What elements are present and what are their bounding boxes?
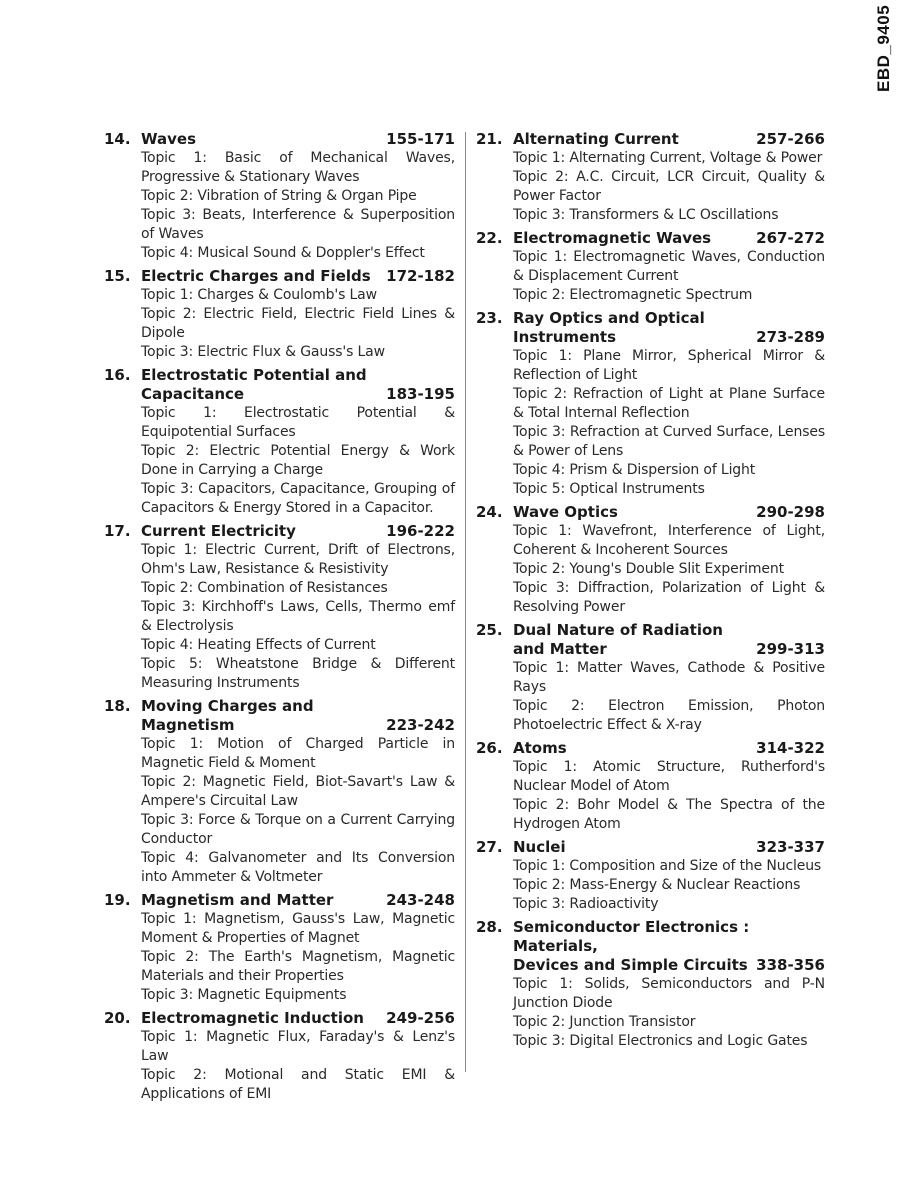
- topic-item: Topic 3: Digital Electronics and Logic Gates: [513, 1033, 808, 1049]
- topic-item: Topic 1: Solids, Semiconductors and P-N Junction Diode: [513, 976, 825, 1011]
- chapter-heading: [513, 739, 825, 758]
- chapter-heading: [513, 838, 825, 857]
- chapter-heading: [513, 309, 825, 347]
- topic-item: Topic 2: Bohr Model & The Spectra of the Hydrogen Atom: [513, 797, 825, 832]
- chapter-pages: 257-266: [756, 130, 825, 148]
- chapter-entry: [104, 1009, 455, 1104]
- topic-item: Topic 1: Alternating Current, Voltage & Power: [513, 150, 823, 166]
- chapter-number: 20.: [104, 1009, 131, 1027]
- topic-item: Topic 1: Wavefront, Interference of Light, Coherent & Incoherent Sources: [513, 523, 825, 558]
- chapter-pages: 314-322: [756, 739, 825, 757]
- chapter-title: Ray Optics and Optical Instruments: [513, 309, 705, 346]
- topic-item: Topic 4: Galvanometer and Its Conversion into Ammeter & Voltmeter: [141, 850, 455, 885]
- chapter-pages: 243-248: [386, 891, 455, 909]
- topic-item: Topic 1: Atomic Structure, Rutherford's Nuclear Model of Atom: [513, 759, 825, 794]
- topic-item: Topic 1: Electromagnetic Waves, Conduction & Displacement Current: [513, 249, 825, 284]
- chapter-title: Electromagnetic Waves: [513, 229, 712, 247]
- topic-item: Topic 3: Force & Torque on a Current Carrying Conductor: [141, 812, 455, 847]
- chapter-entry: [104, 522, 455, 693]
- chapter-entry: [104, 891, 455, 1005]
- chapter-entry: [104, 130, 455, 263]
- topic-item: Topic 5: Wheatstone Bridge & Different Measuring Instruments: [141, 656, 455, 691]
- chapter-number: 16.: [104, 366, 131, 384]
- chapter-heading: [141, 130, 455, 149]
- chapter-number: 14.: [104, 130, 131, 148]
- chapter-number: 19.: [104, 891, 131, 909]
- chapter-heading: [513, 918, 825, 975]
- topic-item: Topic 1: Composition and Size of the Nucleus: [513, 858, 822, 874]
- chapter-title: Dual Nature of Radiation and Matter: [513, 621, 723, 658]
- toc-right-column: [476, 130, 825, 1055]
- chapter-pages: 172-182: [386, 267, 455, 285]
- topic-item: Topic 2: Vibration of String & Organ Pipe: [141, 188, 417, 204]
- chapter-heading: [141, 1009, 455, 1028]
- chapter-pages: 299-313: [756, 640, 825, 658]
- chapter-title: Electromagnetic Induction: [141, 1009, 364, 1027]
- topic-item: Topic 4: Heating Effects of Current: [141, 637, 376, 653]
- topic-item: Topic 3: Kirchhoff's Laws, Cells, Thermo emf & Electrolysis: [141, 599, 455, 634]
- chapter-entry: [476, 229, 825, 305]
- chapter-entry: [476, 309, 825, 499]
- topic-item: Topic 1: Electric Current, Drift of Electrons, Ohm's Law, Resistance & Resistivity: [141, 542, 455, 577]
- chapter-number: 15.: [104, 267, 131, 285]
- chapter-entry: [476, 130, 825, 225]
- topic-item: Topic 1: Electrostatic Potential & Equipotential Surfaces: [141, 405, 455, 440]
- topic-item: Topic 3: Diffraction, Polarization of Light & Resolving Power: [513, 580, 825, 615]
- chapter-title: Nuclei: [513, 838, 566, 856]
- chapter-entry: [476, 621, 825, 735]
- topic-item: Topic 2: Junction Transistor: [513, 1014, 696, 1030]
- chapter-pages: 196-222: [386, 522, 455, 540]
- topic-item: Topic 1: Charges & Coulomb's Law: [141, 287, 377, 303]
- topic-item: Topic 3: Refraction at Curved Surface, Lenses & Power of Lens: [513, 424, 825, 459]
- chapter-title: Moving Charges and Magnetism: [141, 697, 314, 734]
- chapter-pages: 323-337: [756, 838, 825, 856]
- chapter-number: 21.: [476, 130, 503, 148]
- topic-item: Topic 1: Magnetic Flux, Faraday's & Lenz's Law: [141, 1029, 455, 1064]
- topic-item: Topic 5: Optical Instruments: [513, 481, 705, 497]
- chapter-entry: [476, 838, 825, 914]
- chapter-heading: [141, 366, 455, 404]
- column-divider: [465, 132, 466, 1072]
- topic-item: Topic 2: Refraction of Light at Plane Surface & Total Internal Reflection: [513, 386, 825, 421]
- chapter-heading: [513, 130, 825, 149]
- chapter-entry: [476, 918, 825, 1051]
- chapter-heading: [513, 503, 825, 522]
- topic-item: Topic 3: Beats, Interference & Superposition of Waves: [141, 207, 455, 242]
- topic-item: Topic 1: Plane Mirror, Spherical Mirror & Reflection of Light: [513, 348, 825, 383]
- topic-item: Topic 3: Radioactivity: [513, 896, 659, 912]
- chapter-heading: [141, 891, 455, 910]
- chapter-number: 23.: [476, 309, 503, 327]
- chapter-pages: 155-171: [386, 130, 455, 148]
- topic-item: Topic 2: Mass-Energy & Nuclear Reactions: [513, 877, 801, 893]
- topic-item: Topic 2: A.C. Circuit, LCR Circuit, Quality & Power Factor: [513, 169, 825, 204]
- chapter-number: 22.: [476, 229, 503, 247]
- chapter-pages: 249-256: [386, 1009, 455, 1027]
- chapter-heading: [513, 621, 825, 659]
- chapter-number: 18.: [104, 697, 131, 715]
- topic-item: Topic 2: Motional and Static EMI & Applications of EMI: [141, 1067, 455, 1102]
- chapter-number: 27.: [476, 838, 503, 856]
- topic-item: Topic 1: Motion of Charged Particle in Magnetic Field & Moment: [141, 736, 455, 771]
- topic-item: Topic 3: Capacitors, Capacitance, Grouping of Capacitors & Energy Stored in a Capacitor.: [141, 481, 455, 516]
- chapter-number: 17.: [104, 522, 131, 540]
- chapter-entry: [476, 503, 825, 617]
- chapter-pages: 273-289: [756, 328, 825, 346]
- topic-item: Topic 2: Electric Potential Energy & Work Done in Carrying a Charge: [141, 443, 455, 478]
- chapter-entry: [104, 267, 455, 362]
- chapter-heading: [141, 267, 455, 286]
- page-code: EBD_9405: [874, 4, 893, 92]
- topic-item: Topic 1: Matter Waves, Cathode & Positive Rays: [513, 660, 825, 695]
- chapter-pages: 183-195: [386, 385, 455, 403]
- chapter-entry: [476, 739, 825, 834]
- topic-item: Topic 2: Electron Emission, Photon Photoelectric Effect & X-ray: [513, 698, 825, 733]
- topic-item: Topic 2: Combination of Resistances: [141, 580, 388, 596]
- topic-item: Topic 2: The Earth's Magnetism, Magnetic Materials and their Properties: [141, 949, 455, 984]
- chapter-title: Current Electricity: [141, 522, 296, 540]
- chapter-number: 24.: [476, 503, 503, 521]
- chapter-entry: [104, 366, 455, 518]
- chapter-pages: 290-298: [756, 503, 825, 521]
- chapter-pages: 267-272: [756, 229, 825, 247]
- topic-item: Topic 2: Young's Double Slit Experiment: [513, 561, 784, 577]
- chapter-heading: [141, 697, 455, 735]
- topic-item: Topic 1: Basic of Mechanical Waves, Progressive & Stationary Waves: [141, 150, 455, 185]
- chapter-entry: [104, 697, 455, 887]
- topic-item: Topic 2: Electromagnetic Spectrum: [513, 287, 753, 303]
- chapter-title: Waves: [141, 130, 197, 148]
- chapter-number: 28.: [476, 918, 503, 936]
- chapter-title: Atoms: [513, 739, 567, 757]
- chapter-pages: 338-356: [756, 956, 825, 974]
- chapter-title: Wave Optics: [513, 503, 618, 521]
- topic-item: Topic 2: Magnetic Field, Biot-Savart's Law & Ampere's Circuital Law: [141, 774, 455, 809]
- topic-item: Topic 4: Musical Sound & Doppler's Effect: [141, 245, 425, 261]
- topic-item: Topic 4: Prism & Dispersion of Light: [513, 462, 756, 478]
- chapter-pages: 223-242: [386, 716, 455, 734]
- chapter-number: 26.: [476, 739, 503, 757]
- chapter-title: Semiconductor Electronics : Materials, Devices and Simple Circuits: [513, 918, 750, 974]
- toc-left-column: [104, 130, 455, 1108]
- chapter-title: Electric Charges and Fields: [141, 267, 371, 285]
- chapter-heading: [513, 229, 825, 248]
- chapter-number: 25.: [476, 621, 503, 639]
- chapter-title: Electrostatic Potential and Capacitance: [141, 366, 367, 403]
- chapter-title: Alternating Current: [513, 130, 679, 148]
- chapter-heading: [141, 522, 455, 541]
- topic-item: Topic 3: Magnetic Equipments: [141, 987, 347, 1003]
- chapter-title: Magnetism and Matter: [141, 891, 334, 909]
- topic-item: Topic 2: Electric Field, Electric Field Lines & Dipole: [141, 306, 455, 341]
- topic-item: Topic 3: Transformers & LC Oscillations: [513, 207, 779, 223]
- topic-item: Topic 3: Electric Flux & Gauss's Law: [141, 344, 385, 360]
- topic-item: Topic 1: Magnetism, Gauss's Law, Magnetic Moment & Properties of Magnet: [141, 911, 455, 946]
